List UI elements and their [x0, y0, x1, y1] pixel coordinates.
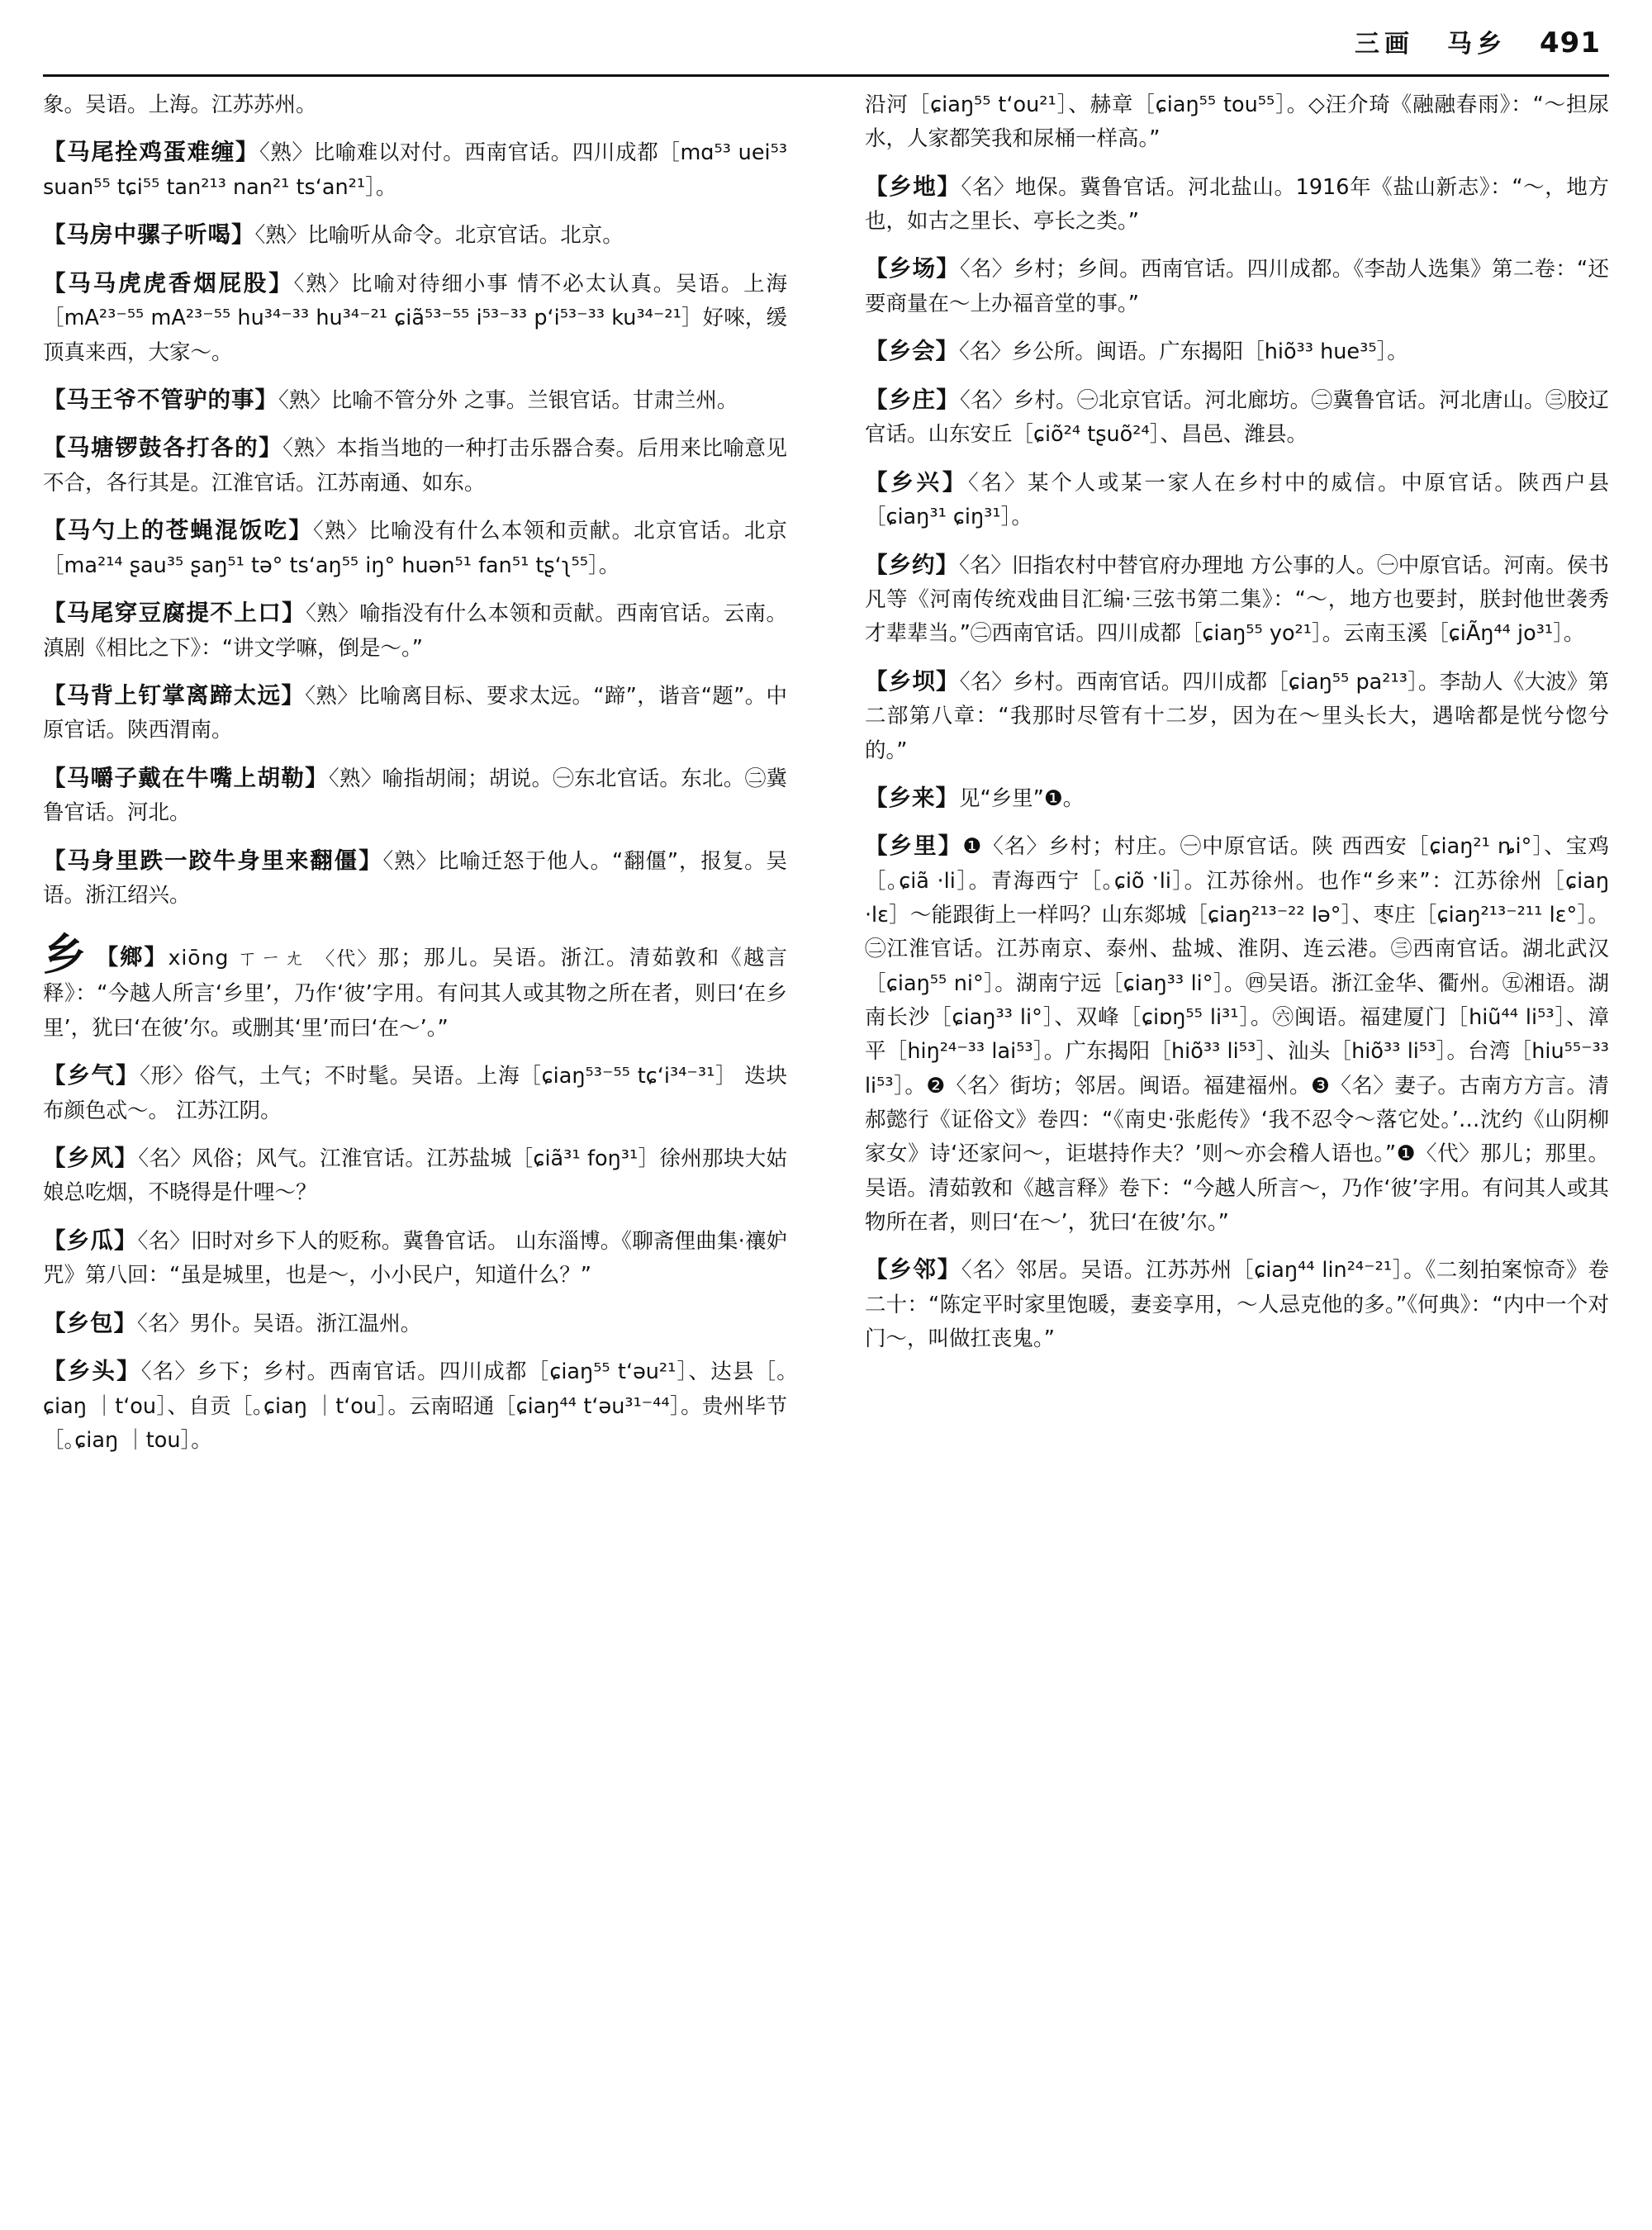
entry-mamahuhu	[43, 265, 787, 370]
entry-text: 〈名〉旧指农村中替官府办理地 方公事的人。㊀中原官话。河南。侯书凡等《河南传统戏曲目汇编·三弦书第二集》：“～，地方也要封，朕封他世袭秀才辈辈当。”㊁西南官话。四川成都［ɕiaŋ⁵⁵ yo²¹］。云南玉溪［ɕiÃŋ⁴⁴ jo³¹］。	[864, 553, 1610, 647]
entry-mabei-shangding	[43, 677, 787, 748]
radical-zhuyin: ㄒㄧㄤ	[237, 947, 307, 970]
entry-headword: 【乡庄】	[864, 386, 961, 413]
radical-text: 那；那儿。吴语。浙江。清茹敦和《越言释》：“今越人所言‘乡里’，乃作‘彼’字用。有问其人或其物之所在者，则曰‘在乡里’，犹曰‘在彼’尔。或删其‘里’而曰‘在～’。”	[43, 946, 788, 1041]
body-columns	[43, 88, 1609, 2170]
entry-text: 〈熟〉比喻不管分外 之事。兰银官话。甘肃兰州。	[278, 387, 738, 413]
entry-carryover	[43, 88, 787, 122]
entry-text: 〈名〉乡公所。闽语。广东揭阳［hiõ³³ hue³⁵］。	[958, 339, 1408, 365]
entry-xianglai	[865, 780, 1609, 817]
entry-xiangzhuang	[865, 382, 1609, 453]
entry-text: ❶〈名〉乡村；村庄。㊀中原官话。陕 西西安［ɕiaŋ²¹ ȵi°］、宝鸡［｡ɕiã ·li］。青海西宁［｡ɕiõ ˑli］。江苏徐州。也作“乡来”：江苏徐州［ɕiaŋ ·lɛ］～能跟街上一样吗？山东郯城［ɕiaŋ²¹³⁻²² lə°］、枣庄［ɕiaŋ²¹³⁻²¹¹ lɛ°］。㊁江淮官话。江苏南京、泰州、盐城、淮阴、连云港。㊂西南官话。湖北武汉［ɕiaŋ⁵⁵ ni°］。湖南宁远［ɕiaŋ³³ li°］。㊃吴语。浙江金华、衢州。㊄湘语。湖南长沙［ɕiaŋ³³ li°］、双峰［ɕiɒŋ⁵⁵ li³¹］。㊅闽语。福建厦门［hiũ⁴⁴ li⁵³］、漳平［hiŋ²⁴⁻³³ lai⁵³］。广东揭阳［hiõ³³ li⁵³］、汕头［hiõ³³ li⁵³］。台湾［hiu⁵⁵⁻³³ li⁵³］。❷〈名〉街坊；邻居。闽语。福建福州。❸〈名〉妻子。古南方方言。清郝懿行《证俗文》卷四：“《南史·张彪传》‘我不忍令～落它处。’…沈约《山阴柳家女》诗‘还家问～，讵堪持作夫？’则～亦会稽人语也。”❶〈代〉那儿；那里。吴语。清茹敦和《越言释》卷下：“今越人所言～，乃作‘彼’字用。有问其人或其物所在者，则曰‘在～’，犹曰‘在彼’尔。”	[864, 834, 1609, 1235]
entry-majue-zi	[43, 760, 787, 831]
entry-headword: 【乡兴】	[864, 468, 969, 496]
entry-text: 〈熟〉比喻对待细小事 情不必太认真。吴语。上海［mA²³⁻⁵⁵ mA²³⁻⁵⁵ hu³⁴⁻³³ hu³⁴⁻²¹ ɕiã⁵³⁻⁵⁵ i⁵³⁻³³ pʻi⁵³⁻³³ ku³⁴⁻²¹］好唻，缓顶真来西，大家～。	[43, 271, 788, 365]
entry-headword: 【马马虎虎香烟屁股】	[43, 269, 294, 297]
entry-xiangchang	[865, 250, 1609, 321]
entry-xianggua	[43, 1222, 787, 1293]
entry-headword: 【乡来】	[864, 784, 959, 811]
entry-text: 〈熟〉喻指没有什么本领和贡献。西南官话。云南。滇剧《相比之下》：“讲文学嘛，倒是～。”	[43, 601, 788, 661]
entry-text: 见“乡里”❶。	[958, 785, 1085, 811]
entry-text: 〈熟〉比喻离目标、要求太远。“蹄”，谐音“题”。中原官话。陕西渭南。	[43, 683, 788, 743]
entry-headword: 【马身里跌一跤牛身里来翻僵】	[43, 847, 383, 874]
entry-headword: 【乡里】	[864, 833, 963, 860]
entry-headword: 【乡包】	[43, 1309, 137, 1336]
page-number: 491	[1540, 26, 1601, 59]
entry-xiangxing	[865, 464, 1609, 535]
entry-text: 〈名〉男仆。吴语。浙江温州。	[137, 1311, 422, 1336]
entry-headword: 【马王爷不管驴的事】	[43, 386, 278, 413]
entry-xiangba	[865, 663, 1609, 768]
header-section: 三画	[1355, 30, 1415, 59]
entry-headword: 【乡头】	[43, 1358, 141, 1385]
entry-xiangqi	[43, 1057, 787, 1128]
entry-headword: 【乡会】	[864, 338, 959, 365]
entry-headword: 【乡地】	[864, 173, 961, 200]
entry-headword: 【马勺上的苍蝇混饭吃】	[43, 517, 314, 544]
entry-mawei-shuanji	[43, 134, 787, 205]
entry-headword: 【乡气】	[43, 1062, 140, 1089]
entry-text: 〈名〉旧时对乡下人的贬称。冀鲁官话。 山东淄博。《聊斋俚曲集·禳妒咒》第八回：“虽是城里，也是～，小小民户，知道什么？”	[43, 1228, 788, 1288]
entry-xiangdi	[865, 168, 1609, 240]
entry-mashao-shang	[43, 512, 787, 583]
radical-variant-form: 【鄉】	[96, 945, 169, 971]
entry-text: 〈名〉乡村。西南官话。四川成都［ɕiaŋ⁵⁵ pa²¹³］。李劼人《大波》第二部第八章：“我那时尽管有十二岁，因为在～里头长大，遇啥都是恍兮惚兮的。”	[864, 669, 1609, 763]
entry-text: 〈熟〉比喻听从命令。北京官话。北京。	[254, 223, 624, 249]
entry-xiangbao	[43, 1305, 787, 1342]
entry-text: 〈名〉风俗；风气。江淮官话。江苏盐城［ɕiã³¹ foŋ³¹］徐州那块大姑娘总吃烟，不晓得是什哩～？	[43, 1146, 788, 1206]
header-rule	[43, 74, 1609, 77]
entry-headword: 【乡场】	[864, 255, 960, 282]
entry-text: 〈名〉某个人或某一家人在乡村中的威信。中原官话。陕西户县［ɕiaŋ³¹ ɕiŋ³¹］。	[864, 470, 1609, 530]
entry-xiangyue	[865, 547, 1609, 652]
entry-text: 沿河［ɕiaŋ⁵⁵ tʻou²¹］、赫章［ɕiaŋ⁵⁵ tou⁵⁵］。◇汪介琦《融融春雨》：“～担尿水，人家都笑我和尿桶一样高。”	[864, 93, 1609, 152]
entry-text: 〈名〉乡村；乡间。西南官话。四川成都。《李劼人选集》第二卷：“还要商量在～上办福音堂的事。”	[864, 257, 1610, 316]
radical-part-of-speech: 〈代〉	[316, 948, 378, 970]
entry-mashen-li	[43, 842, 787, 913]
entry-headword: 【马嚼子戴在牛嘴上胡勒】	[43, 764, 329, 791]
header-inner	[1355, 23, 1601, 59]
entry-headword: 【马尾穿豆腐提不上口】	[43, 600, 306, 627]
entry-text: 〈名〉邻居。吴语。江苏苏州［ɕiaŋ⁴⁴ lin²⁴⁻²¹］。《二刻拍案惊奇》卷二十：“陈定平时家里饱暖，妻妾享用，～人忌克他的多。”《何典》：“内中一个对门～，叫做扛丧鬼。”	[864, 1258, 1609, 1351]
page-header	[43, 23, 1609, 69]
entry-headword: 【乡风】	[43, 1144, 139, 1171]
entry-text: 〈熟〉比喻难以对付。西南官话。四川成都［mɑ⁵³ uei⁵³ suan⁵⁵ tɕi⁵⁵ tan²¹³ nan²¹ tsʻan²¹］。	[43, 140, 788, 200]
entry-xiangfeng	[43, 1140, 787, 1211]
entry-text: 〈熟〉喻指胡闹；胡说。㊀东北官话。东北。㊁冀鲁官话。河北。	[43, 766, 788, 826]
entry-headword: 【马塘锣鼓各打各的】	[43, 434, 283, 462]
entry-headword: 【马房中骡子听喝】	[43, 221, 255, 249]
entry-headword: 【马尾拴鸡蛋难缠】	[43, 139, 259, 166]
entry-carryover-yanhe	[865, 88, 1609, 157]
entry-xiangtou	[43, 1353, 787, 1458]
entry-headword: 【乡坝】	[864, 667, 960, 695]
radical-character: 乡	[43, 931, 88, 981]
entry-mawei-chuandoufu	[43, 595, 787, 666]
entry-headword: 【乡邻】	[864, 1256, 961, 1283]
entry-text: 〈名〉地保。冀鲁官话。河北盐山。1916年《盐山新志》：“～，地方也，如古之里长、亭长之类。”	[864, 174, 1610, 235]
entry-headword: 【马背上钉掌离蹄太远】	[43, 681, 306, 709]
entry-headword: 【乡约】	[864, 551, 960, 578]
entry-matang-luogu	[43, 429, 787, 501]
entry-text: 〈熟〉本指当地的一种打击乐器合奏。后用来比喻意见不合，各行其是。江淮官话。江苏南通、如东。	[43, 436, 788, 496]
radical-entry-xiang	[43, 931, 788, 1046]
entry-mafang-zhongluozi	[43, 216, 787, 254]
entry-xianghui	[865, 333, 1609, 370]
entry-text: 〈形〉俗气，土气；不时髦。吴语。上海［ɕiaŋ⁵³⁻⁵⁵ tɕʻi³⁴⁻³¹］ 迭块布颜色忒～。 江苏江阴。	[43, 1064, 788, 1123]
entry-mawangye	[43, 382, 787, 419]
left-column	[43, 88, 787, 2170]
entry-text: 〈名〉乡村。㊀北京官话。河北廊坊。㊁冀鲁官话。河北唐山。㊂胶辽官话。山东安丘［ɕiõ²⁴ tʂuõ²⁴］、昌邑、潍县。	[864, 387, 1609, 448]
entry-text: 〈名〉乡下；乡村。西南官话。四川成都［ɕiaŋ⁵⁵ tʻəu²¹］、达县［｡ɕiaŋ ｜tʻou］、自贡［｡ɕiaŋ ｜tʻou］。云南昭通［ɕiaŋ⁴⁴ tʻəu³¹⁻⁴⁴］。贵州毕节［｡ɕiaŋ ｜tou］。	[43, 1359, 788, 1453]
column-divider	[825, 88, 827, 2170]
entry-text: 象。吴语。上海。江苏苏州。	[43, 93, 317, 117]
entry-text: 〈熟〉比喻没有什么本领和贡献。北京官话。北京［ma²¹⁴ ʂau³⁵ ʂaŋ⁵¹ tə° tsʻaŋ⁵⁵ iŋ° huən⁵¹ fan⁵¹ tʂʻʅ⁵⁵］。	[43, 519, 788, 578]
right-column	[865, 88, 1609, 2170]
entry-headword: 【乡瓜】	[43, 1226, 138, 1254]
entry-xianglin	[865, 1251, 1609, 1356]
entry-xiangli	[865, 828, 1609, 1240]
header-keyword: 马乡	[1447, 30, 1507, 59]
radical-pinyin: xiōng	[168, 946, 230, 970]
entry-text: 〈熟〉比喻迁怒于他人。“翻僵”，报复。吴语。浙江绍兴。	[43, 848, 788, 909]
